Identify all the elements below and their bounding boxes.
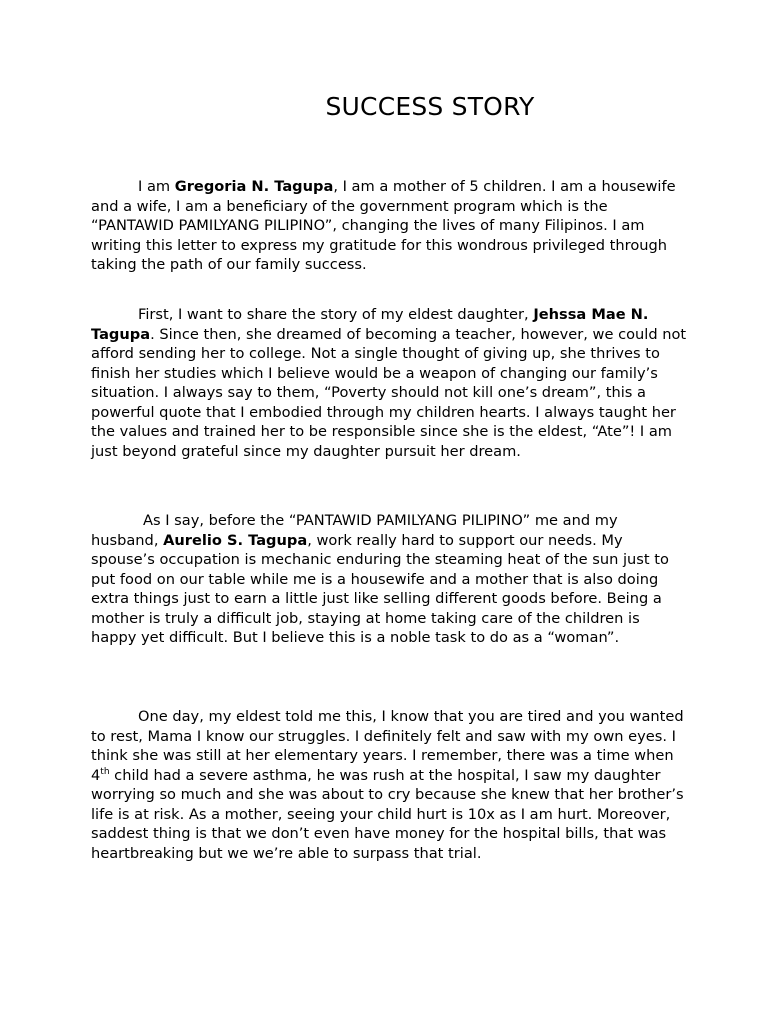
superscript: th [100,766,110,777]
paragraph-daughter [91,305,687,461]
paragraph-intro [91,177,687,275]
paragraph-text: One day, my eldest told me this, I know that you are tired and you wanted to rest, Mama I know our struggles. I definitely felt and saw with my own eyes. I think she was still at her elementary years. I remember, there was a time when 4 [91,708,684,784]
bold-name: Gregoria N. Tagupa [174,178,334,195]
bold-name: Jehssa Mae N. Tagupa [91,306,649,343]
paragraph-husband [91,511,687,648]
paragraph-text: First, I want to share the story of my eldest daughter, [138,306,534,323]
paragraph-text: As I say, before the “PANTAWID PAMILYANG PILIPINO” me and my husband, [91,512,618,549]
paragraph-text: . Since then, she dreamed of becoming a teacher, however, we could not afford sending her to college. Not a single thought of giving up, she thrives to finish her studies which I believe would be a weapon of changing our family’s situation. I always say to them, “Poverty should not kill one’s dream”, this a powerful quote that I embodied through my children hearts. I always taught her the values and trained her to be responsible since she is the eldest, “Ate”! I am just beyond grateful since my daughter pursuit her dream. [91,325,687,460]
paragraph-text: , I am a mother of 5 children. I am a housewife and a wife, I am a beneficiary of the government program which is the “PANTAWID PAMILYANG PILIPINO”, changing the lives of many Filipinos. I am writing this letter to express my gratitude for this wondrous privileged through taking the path of our family success. [91,178,676,274]
bold-name: Aurelio S. Tagupa [163,531,308,549]
paragraph-text: child had a severe asthma, he was rush at the hospital, I saw my daughter worrying so much and she was about to cry because she knew that her brother’s life is at risk. As a mother, seeing your child hurt is 10x as I am hurt. Moreover, saddest thing is that we don’t even have money for the hospital bills, that was heartbreaking but we we’re able to surpass that trial. [91,766,684,862]
paragraph-text: , work really hard to support our needs. My spouse’s occupation is mechanic enduring the steaming heat of the sun just to put food on our table while me is a housewife and a mother that is also doing extra things just to earn a little just like selling different goods before. Being a mother is truly a difficult job, staying at home taking care of the children is happy yet difficult. But I believe this is a noble task to do as a “woman”. [91,531,669,647]
page-title: SUCCESS STORY [325,92,535,121]
paragraph-one-day [91,707,687,863]
paragraph-text: I am [138,178,175,195]
